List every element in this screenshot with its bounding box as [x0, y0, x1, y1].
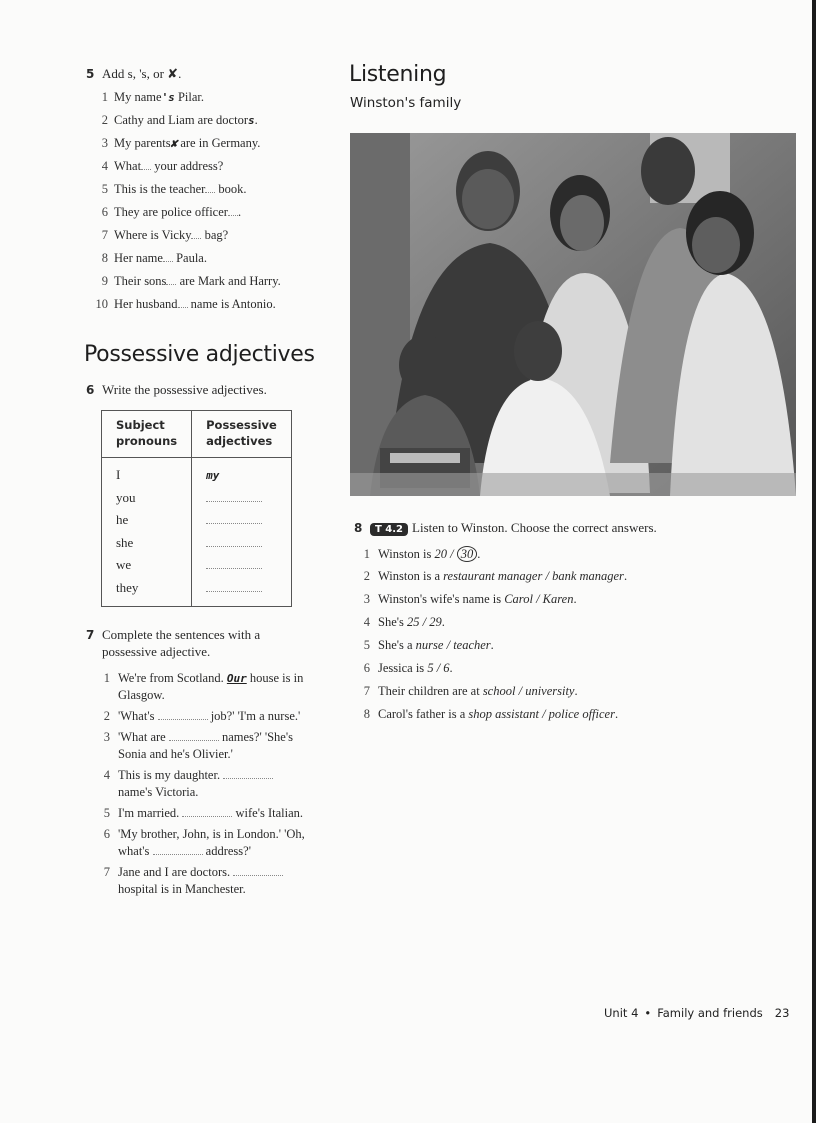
item-text: [114, 136, 260, 151]
item-number: 9: [101, 274, 108, 288]
sentence-start: I'm married.: [118, 806, 180, 820]
item-number: 4: [101, 159, 108, 173]
exercise-6-heading: [86, 382, 326, 398]
handwritten-answer[interactable]: ✘: [170, 137, 178, 150]
sentence-start: 'What are: [118, 730, 166, 744]
column-header-possessive-adjectives: Possessive adjectives: [192, 411, 292, 458]
sentence-end: bag?: [201, 228, 229, 242]
sentence-start: We're from Scotland.: [118, 671, 224, 685]
item-number: 4: [363, 615, 370, 629]
item-number: 1: [101, 90, 108, 104]
list-item: [86, 182, 326, 205]
answer-option-1[interactable]: 5: [427, 661, 434, 675]
handwritten-answer[interactable]: my: [206, 469, 220, 482]
answer-blank[interactable]: [223, 778, 273, 779]
list-item: [86, 729, 316, 763]
sentence-start: She's: [378, 615, 407, 629]
option-separator: /: [419, 615, 430, 629]
item-number: 7: [363, 684, 370, 698]
list-item: [86, 826, 316, 860]
answer-blank[interactable]: [191, 238, 201, 239]
sentence-end: .: [449, 661, 453, 675]
answer-blank[interactable]: [206, 546, 262, 547]
answer-option-2[interactable]: police officer: [548, 707, 615, 721]
answer-option-1[interactable]: school: [482, 684, 516, 698]
exercise-instruction: [370, 520, 657, 536]
list-item: [86, 228, 326, 251]
pronoun-cell: he: [116, 512, 129, 528]
listening-subtitle: Winston's family: [350, 95, 462, 111]
item-number: 2: [363, 569, 370, 583]
item-number: 8: [363, 707, 370, 721]
list-item: [86, 251, 326, 274]
sentence-end: .: [573, 592, 577, 606]
adjective-cell[interactable]: [206, 577, 277, 600]
exercise-instruction: Add s, 's, or ✘.: [102, 66, 182, 81]
sentence-start: Their sons: [114, 274, 167, 288]
pronoun-cell: I: [116, 467, 121, 482]
sentence-end: name is Antonio.: [187, 297, 276, 311]
item-text: [378, 615, 445, 630]
sentence-end: book.: [215, 182, 247, 196]
item-number: 5: [103, 806, 110, 820]
pronoun-cell: you: [116, 489, 136, 505]
adjective-cell[interactable]: [206, 554, 277, 577]
item-text: [378, 592, 577, 607]
sentence-start: What: [114, 159, 142, 173]
list-item: [86, 297, 326, 320]
adjective-cell[interactable]: [206, 464, 277, 487]
answer-blank[interactable]: [166, 284, 176, 285]
list-item: [354, 661, 784, 684]
page-number: 23: [774, 1006, 790, 1020]
list-item: [354, 684, 784, 707]
item-number: 3: [103, 730, 110, 744]
sentence-end: .: [623, 569, 628, 583]
item-text: [118, 729, 308, 763]
answer-option-1[interactable]: Carol: [504, 592, 533, 606]
exercise-number: 6: [86, 383, 95, 397]
list-item: [86, 708, 316, 725]
sentence-start: My name: [114, 90, 162, 104]
answer-blank[interactable]: [206, 568, 262, 569]
item-text: [114, 251, 207, 266]
sentence-start: She's a: [378, 638, 416, 652]
sentence-start: Where is Vicky: [114, 228, 192, 242]
answer-option-2[interactable]: bank manager: [552, 569, 624, 583]
sentence-end: address?': [205, 844, 251, 858]
pronoun-cell: she: [116, 534, 134, 550]
separator-dot: •: [644, 1006, 652, 1020]
sentence-start: Jane and I are doctors.: [118, 865, 231, 879]
sentence-start: 'My brother, John, is in London.' 'Oh, what's: [118, 827, 305, 858]
item-text: [118, 864, 308, 898]
exercise-number: 5: [86, 67, 95, 81]
item-number: 5: [101, 182, 108, 196]
sentence-start: Winston is a: [378, 569, 444, 583]
sentence-start: This is the teacher: [114, 182, 206, 196]
sentence-start: Her husband: [114, 297, 178, 311]
answer-option-2[interactable]: 6: [443, 661, 450, 675]
answer-blank[interactable]: [178, 307, 188, 308]
answer-option-2[interactable]: 29: [429, 615, 442, 629]
handwritten-answer[interactable]: s: [247, 114, 255, 127]
pronoun-cell: we: [116, 557, 132, 573]
item-text: [114, 205, 241, 220]
item-text: [114, 182, 247, 197]
answer-option-2[interactable]: teacher: [453, 638, 491, 652]
answer-option-2[interactable]: university: [525, 684, 575, 698]
pronoun-cell: they: [116, 579, 139, 595]
sentence-end: .: [490, 638, 494, 652]
exercise-8-list: [354, 546, 784, 730]
item-number: 1: [103, 671, 110, 685]
adjective-cell[interactable]: [206, 509, 277, 532]
sentence-start: Cathy and Liam are doctor: [114, 113, 248, 127]
exercise-7-list: [86, 670, 316, 898]
sentence-end: job?' 'I'm a nurse.': [210, 709, 301, 723]
list-item: [86, 159, 326, 182]
answer-blank[interactable]: [153, 854, 203, 855]
sentence-end: are Mark and Harry.: [176, 274, 281, 288]
sentence-start: My parents: [114, 136, 171, 150]
exercise-5-list: [86, 90, 326, 320]
answer-blank[interactable]: [206, 523, 262, 524]
sentence-end: .: [477, 547, 481, 561]
item-number: 3: [101, 136, 108, 150]
sentence-end: .: [441, 615, 445, 629]
answer-blank[interactable]: [228, 215, 238, 216]
item-text: [114, 228, 228, 243]
list-item: [354, 638, 784, 661]
item-text: [114, 113, 258, 128]
sentence-start: Her name: [114, 251, 163, 265]
option-separator: /: [443, 638, 454, 652]
item-number: 6: [103, 827, 110, 841]
sentence-start: Jessica is: [378, 661, 428, 675]
item-text: [378, 638, 494, 653]
item-text: [118, 767, 308, 801]
item-text: [378, 546, 480, 562]
answer-blank[interactable]: [206, 501, 262, 502]
list-item: [86, 113, 326, 136]
exercise-5: [86, 66, 326, 320]
sentence-start: 'What's: [118, 709, 155, 723]
item-text: [118, 805, 308, 822]
answer-blank[interactable]: [141, 169, 151, 170]
exercise-instruction: Complete the sentences with a possessive adjective.: [102, 627, 261, 659]
sentence-end: Paula.: [172, 251, 207, 265]
answer-blank[interactable]: [182, 816, 232, 817]
sentence-end: names?' 'She's Sonia and he's Olivier.': [118, 730, 293, 761]
list-item: [86, 805, 316, 822]
option-separator: /: [532, 592, 543, 606]
sentence-end: .: [237, 205, 242, 219]
list-item: [86, 90, 326, 113]
option-separator: /: [515, 684, 526, 698]
family-photo-illustration: [350, 133, 796, 496]
sentence-end: .: [254, 113, 258, 127]
answer-blank[interactable]: [158, 719, 208, 720]
sentence-end: your address?: [151, 159, 224, 173]
exercise-8: [354, 520, 784, 730]
adjective-cell[interactable]: [206, 532, 277, 555]
instruction-text: Listen to Winston. Choose the correct answers.: [412, 520, 657, 535]
adjective-column: [192, 458, 292, 607]
item-number: 7: [101, 228, 108, 242]
sentence-start: Winston's wife's name is: [378, 592, 505, 606]
answer-option-1[interactable]: 20: [434, 547, 447, 561]
item-number: 1: [363, 547, 370, 561]
list-item: [354, 569, 784, 592]
sentence-end: .: [614, 707, 619, 721]
item-text: [378, 684, 578, 699]
list-item: [86, 864, 316, 898]
item-number: 5: [363, 638, 370, 652]
item-number: 8: [101, 251, 108, 265]
sentence-end: house is in Glasgow.: [118, 671, 304, 702]
answer-option-2[interactable]: 30: [457, 546, 478, 562]
list-item: [86, 136, 326, 159]
answer-option-1[interactable]: shop assistant: [468, 707, 539, 721]
item-number: 6: [101, 205, 108, 219]
answer-option-2[interactable]: Karen: [542, 592, 574, 606]
item-text: [118, 708, 308, 725]
answer-blank[interactable]: [206, 591, 262, 592]
option-separator: /: [538, 707, 549, 721]
audio-track-badge[interactable]: T 4.2: [370, 523, 408, 536]
exercise-number: 7: [86, 628, 95, 642]
answer-option-1[interactable]: 25: [407, 615, 420, 629]
sentence-end: are in Germany.: [177, 136, 261, 150]
item-number: 2: [101, 113, 108, 127]
item-text: [114, 159, 223, 174]
exercise-instruction: Write the possessive adjectives.: [102, 382, 267, 397]
list-item: [86, 274, 326, 297]
list-item: [86, 205, 326, 228]
sentence-start: They are police officer: [114, 205, 228, 219]
answer-option-1[interactable]: nurse: [415, 638, 444, 652]
family-photo: [350, 133, 796, 496]
option-separator: /: [433, 661, 444, 675]
list-item: [354, 707, 784, 730]
item-text: [378, 707, 618, 722]
option-separator: /: [542, 569, 553, 583]
item-number: 4: [103, 768, 110, 782]
answer-option-1[interactable]: restaurant manager: [443, 569, 543, 583]
sentence-end: name's Victoria.: [118, 785, 199, 799]
exercise-7: [86, 626, 316, 902]
item-text: [378, 661, 453, 676]
sentence-start: Winston is: [378, 547, 435, 561]
item-text: [114, 297, 276, 312]
list-item: [86, 670, 316, 704]
sentence-start: This is my daughter.: [118, 768, 221, 782]
sentence-end: hospital is in Manchester.: [118, 882, 246, 896]
sentence-end: wife's Italian.: [235, 806, 304, 820]
answer-blank[interactable]: [233, 875, 283, 876]
handwritten-answer[interactable]: 's: [161, 91, 175, 104]
handwritten-answer[interactable]: Our: [226, 672, 247, 685]
answer-blank[interactable]: [205, 192, 215, 193]
pronoun-column: [102, 458, 192, 607]
sentence-start: Their children are at: [378, 684, 483, 698]
item-number: 2: [103, 709, 110, 723]
item-number: 3: [363, 592, 370, 606]
section-title-listening: Listening: [349, 62, 447, 87]
unit-label: Unit 4: [604, 1006, 639, 1020]
page-edge: [812, 0, 816, 1123]
sentence-start: Carol's father is a: [378, 707, 469, 721]
item-number: 6: [363, 661, 370, 675]
sentence-end: Pilar.: [174, 90, 204, 104]
item-number: 7: [103, 865, 110, 879]
unit-topic: Family and friends: [657, 1006, 763, 1020]
page-footer: [604, 1006, 789, 1020]
list-item: [354, 546, 784, 569]
answer-blank[interactable]: [169, 740, 219, 741]
item-text: [114, 274, 281, 289]
option-separator: /: [446, 547, 457, 561]
item-number: 10: [95, 297, 108, 311]
item-text: [118, 670, 308, 704]
section-title-possessive-adjectives: Possessive adjectives: [84, 342, 315, 367]
item-text: [118, 826, 308, 860]
answer-blank[interactable]: [163, 261, 173, 262]
item-text: [114, 90, 204, 105]
exercise-number: 8: [354, 521, 363, 535]
list-item: [86, 767, 316, 801]
sentence-end: .: [574, 684, 578, 698]
column-header-subject-pronouns: Subject pronouns: [102, 411, 192, 458]
adjective-cell[interactable]: [206, 487, 277, 510]
list-item: [354, 615, 784, 638]
item-text: [378, 569, 627, 584]
possessive-adjectives-table: [101, 410, 292, 607]
list-item: [354, 592, 784, 615]
